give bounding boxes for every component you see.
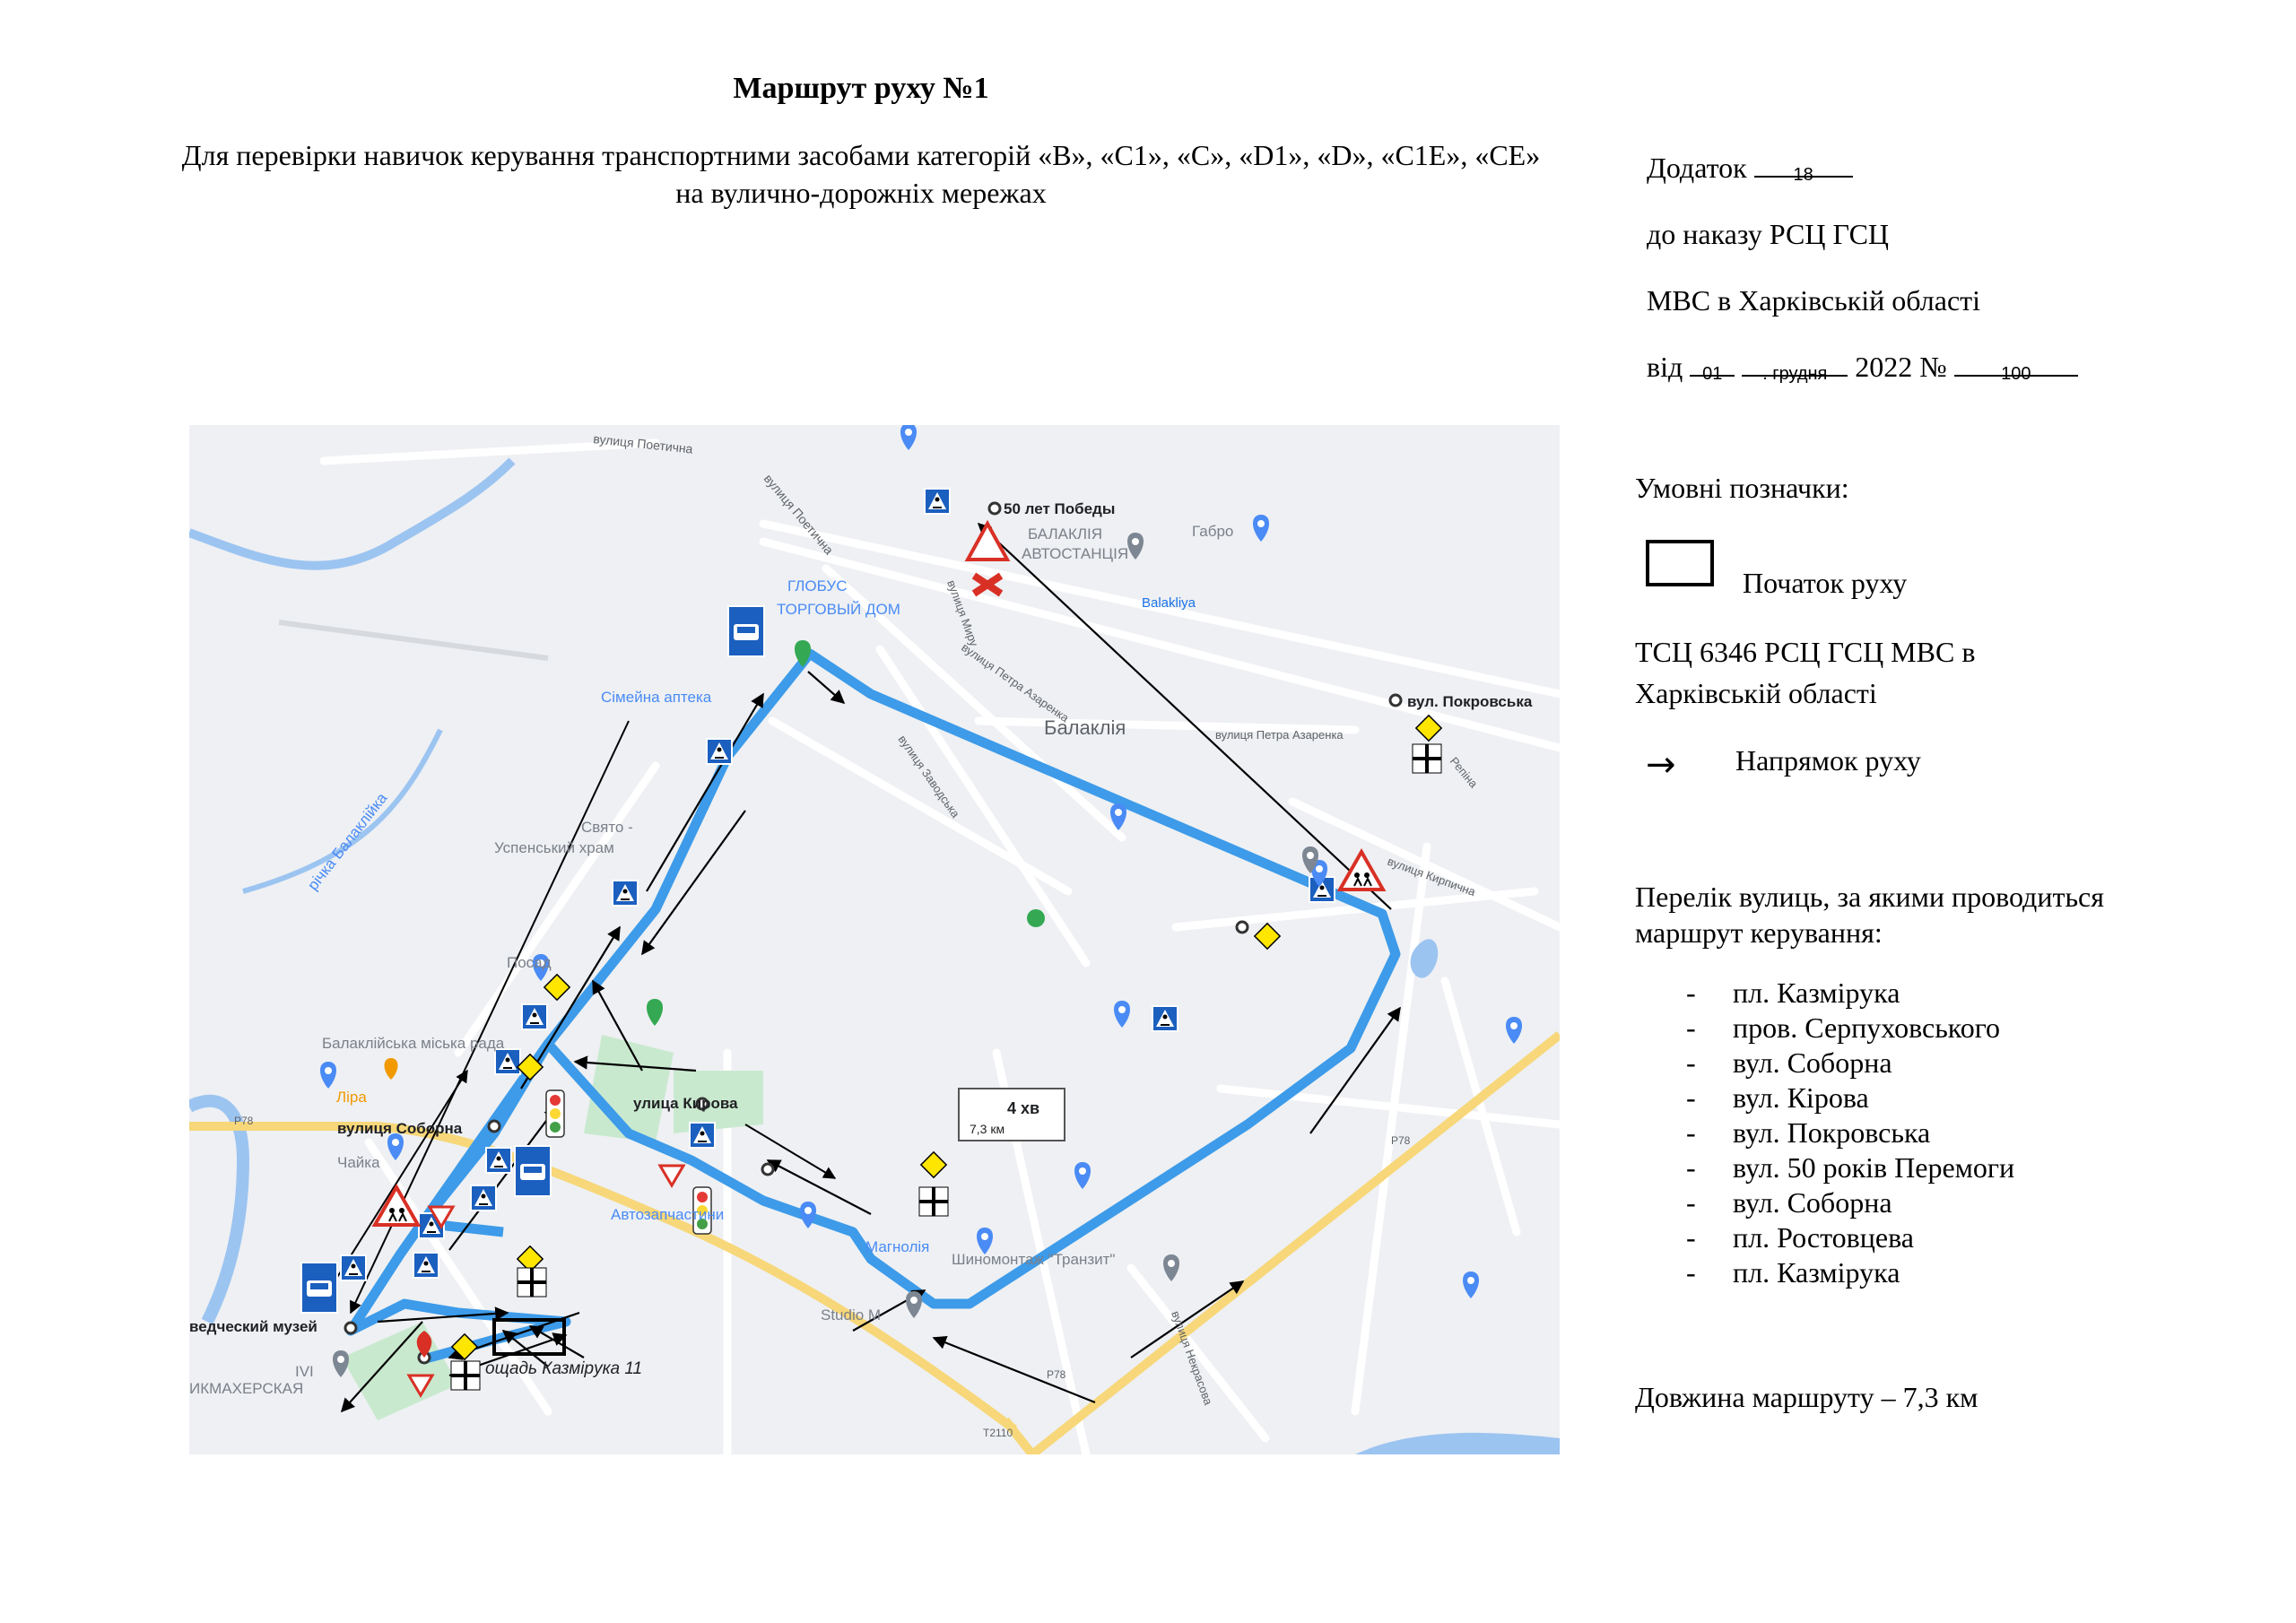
- street-item: - вул. Соборна: [1686, 1046, 2014, 1081]
- label-azarenka-2: вулиця Петра Азаренка: [959, 640, 1072, 725]
- label-soborna: вулиця Соборна: [337, 1120, 463, 1137]
- bus-stop-sign-icon: [515, 1146, 551, 1196]
- appendix-label: Додаток: [1647, 152, 1747, 184]
- appendix-line-1: [1647, 135, 2078, 201]
- label-chayka: Чайка: [337, 1154, 380, 1171]
- label-station-2: АВТОСТАНЦІЯ: [1022, 545, 1129, 562]
- appendix-order-number: 100: [2001, 364, 2031, 384]
- appendix-block: [1647, 135, 2078, 400]
- label-svyato-2: Успенський храм: [494, 839, 614, 856]
- street-item: - пл. Казмірука: [1686, 1255, 2014, 1290]
- railway-crossing-warning-icon: [968, 524, 1007, 560]
- poi-pin-gray-icon: [1127, 533, 1144, 560]
- crossing-sign-icon: [707, 739, 732, 764]
- crossing-sign-icon: [690, 1123, 715, 1148]
- poi-pin-icon: [1114, 1001, 1130, 1028]
- legend-direction-label: Напрямок руху: [1735, 744, 1921, 777]
- park-square: [342, 1322, 458, 1420]
- bus-stop-sign-icon: [728, 606, 764, 656]
- label-city: Балаклія: [1044, 716, 1126, 739]
- poi-pin-gray-icon: [333, 1350, 349, 1377]
- railway-crossing-cross-icon: [974, 576, 1001, 594]
- rail-line: [279, 622, 548, 658]
- river-upper: [189, 461, 512, 566]
- appendix-month-field: [1742, 348, 1848, 384]
- poi-pin-icon: [1463, 1271, 1479, 1298]
- appendix-line-2: до наказу РСЦ ГСЦ: [1647, 218, 1890, 250]
- intersection-sign-icon: [919, 1187, 948, 1216]
- label-poetychna: вулиця Поетична: [592, 431, 694, 456]
- appendix-number: 18: [1793, 165, 1813, 185]
- label-repina: Репіна: [1447, 754, 1481, 791]
- label-lira: Ліра: [336, 1089, 367, 1106]
- route-nodes: [345, 503, 1401, 1363]
- crossing-sign-icon: [1152, 1006, 1178, 1031]
- route-distance: 7,3 км: [970, 1122, 1005, 1136]
- cafe-pin-icon: [385, 1058, 398, 1080]
- children-warning-sign-icon: [1340, 852, 1383, 890]
- appendix-line-3: МВС в Харківській області: [1647, 284, 1981, 317]
- label-avtozap: Автозапчастини: [611, 1206, 725, 1223]
- label-kazmiruka: ощадь Казміpука 11: [485, 1359, 643, 1378]
- route-length: Довжина маршруту – 7,3 км: [1635, 1381, 1979, 1413]
- appendix-day: 01: [1702, 364, 1723, 384]
- poi-pin-gray-icon: [1163, 1254, 1179, 1281]
- river-balakliika: [243, 730, 440, 894]
- crossing-sign-icon: [486, 1148, 511, 1173]
- street-item: - вул. Кірова: [1686, 1081, 2014, 1115]
- legend-start-box: [1646, 540, 1714, 586]
- appendix-number-field: [1754, 149, 1853, 185]
- intersection-sign-icon: [1413, 744, 1441, 773]
- label-p78-a: P78: [1391, 1134, 1411, 1147]
- label-nekrasova: вулиця Некрасова: [1169, 1308, 1216, 1407]
- label-barber: ИКМАХЕРСКАЯ: [189, 1380, 304, 1397]
- legend-arrow-icon: →: [1646, 744, 1676, 785]
- label-myru: вулиця Миру: [944, 577, 981, 648]
- streets-list: [1686, 976, 2014, 1290]
- label-posad: Посад: [507, 954, 552, 971]
- label-studio: Studio M: [821, 1306, 882, 1324]
- poi-pin-icon: [800, 1202, 816, 1228]
- street-item: - вул. Соборна: [1686, 1185, 2014, 1220]
- crossing-sign-icon: [471, 1185, 496, 1211]
- appendix-order-field: [1954, 348, 2078, 384]
- crossing-sign-icon: [522, 1004, 547, 1029]
- route-map-svg: [189, 425, 1560, 1454]
- label-globus-2: ТОРГОВЫЙ ДОМ: [777, 601, 900, 618]
- label-poetychna-2: вулиця Поетична: [761, 471, 837, 558]
- label-tyres: Шиномонтаж "Транзит": [952, 1251, 1116, 1268]
- yield-sign-icon: [660, 1166, 683, 1185]
- crossing-sign-icon: [341, 1255, 366, 1280]
- label-magnolia: Магнолія: [865, 1238, 930, 1255]
- crossing-sign-icon: [495, 1049, 520, 1074]
- legend-header: Умовні позначки:: [1635, 472, 1849, 504]
- priority-road-sign-icon: [1255, 924, 1280, 949]
- label-river: річка Балаклійка: [304, 789, 391, 894]
- legend-start-label: Початок руху: [1743, 567, 1908, 599]
- label-kirova: улица Кирова: [633, 1095, 738, 1112]
- label-station-1: БАЛАКЛІЯ: [1028, 525, 1103, 542]
- label-p78-c: P78: [1047, 1368, 1066, 1381]
- intersection-sign-icon: [451, 1361, 480, 1390]
- appendix-month: . грудня: [1762, 364, 1828, 384]
- arrow-kirova: [745, 1124, 835, 1178]
- street-item: - вул. 50 років Перемоги: [1686, 1150, 2014, 1185]
- label-zavodska: вулиця Заводська: [895, 733, 963, 820]
- street-item: - пл. Казмірука: [1686, 976, 2014, 1011]
- map-labels: [189, 431, 1533, 1439]
- streets-header: Перелік вулиць, за якими проводиться маршрут керування:: [1635, 881, 2104, 949]
- label-balakliya-stop: Balakliya: [1142, 595, 1196, 611]
- label-p78-b: P78: [234, 1115, 254, 1127]
- label-kyrpychna: вулиця Кирпична: [1385, 854, 1478, 899]
- appendix-from-label: від: [1647, 351, 1683, 383]
- label-azarenka: вулиця Петра Азаренка: [1215, 728, 1344, 742]
- bus-stop-sign-icon: [301, 1263, 337, 1313]
- street-item: - вул. Покровська: [1686, 1115, 2014, 1150]
- appendix-day-field: [1690, 348, 1735, 384]
- direction-arrows: [342, 524, 1400, 1411]
- route-map[interactable]: [189, 425, 1560, 1454]
- crossing-sign-icon: [413, 1253, 439, 1278]
- water-bottom: [1355, 1433, 1560, 1454]
- poi-pin-icon: [387, 1133, 404, 1160]
- page-title: Маршрут руху №1: [733, 72, 989, 105]
- poi-pin-icon: [1253, 515, 1269, 542]
- label-victory: 50 лет Победы: [1004, 500, 1116, 517]
- poi-pin-icon: [900, 425, 917, 450]
- label-gabro: Габро: [1192, 523, 1234, 540]
- appendix-line-4: [1647, 334, 2078, 400]
- street-item: - пров. Серпуховського: [1686, 1011, 2014, 1046]
- legend-organization: ТСЦ 6346 РСЦ ГСЦ МВС в Харківській області: [1635, 636, 1976, 709]
- label-svyato-1: Свято -: [581, 819, 633, 836]
- label-pharmacy: Сімейна аптека: [601, 689, 712, 706]
- poi-pin-icon: [1074, 1162, 1091, 1189]
- route-duration: 4 хв: [1007, 1099, 1040, 1117]
- label-t2110: T2110: [983, 1427, 1013, 1439]
- priority-road-sign-icon: [921, 1152, 946, 1177]
- crossing-sign-icon: [613, 881, 638, 906]
- street-item: - пл. Ростовцева: [1686, 1220, 2014, 1255]
- park-pin-icon: [647, 999, 663, 1026]
- label-pokrovska: вул. Покровська: [1407, 693, 1533, 710]
- priority-road-sign-icon: [544, 975, 570, 1000]
- poi-pin-icon: [1506, 1017, 1522, 1044]
- intersection-sign-icon: [517, 1268, 546, 1297]
- label-council: Балаклійська міська рада: [322, 1035, 505, 1052]
- traffic-light-icon: [546, 1090, 564, 1137]
- garden-pin-icon: [1027, 909, 1045, 927]
- crossing-sign-icon: [925, 489, 950, 514]
- poi-pin-icon: [320, 1062, 336, 1089]
- appendix-year: 2022 №: [1855, 351, 1947, 383]
- label-ivi: IVI: [295, 1363, 314, 1380]
- poi-pin-gray-icon: [906, 1291, 922, 1318]
- label-globus-1: ГЛОБУС: [787, 577, 848, 595]
- page-subtitle: Для перевірки навичок керування транспортними засобами категорій «B», «C1», «C», «D1», «D», «C1E», «CE» на вулично-дорожніх мережах: [181, 139, 1541, 209]
- label-museum: ведческий музей: [189, 1318, 317, 1335]
- river-lower: [189, 1101, 243, 1322]
